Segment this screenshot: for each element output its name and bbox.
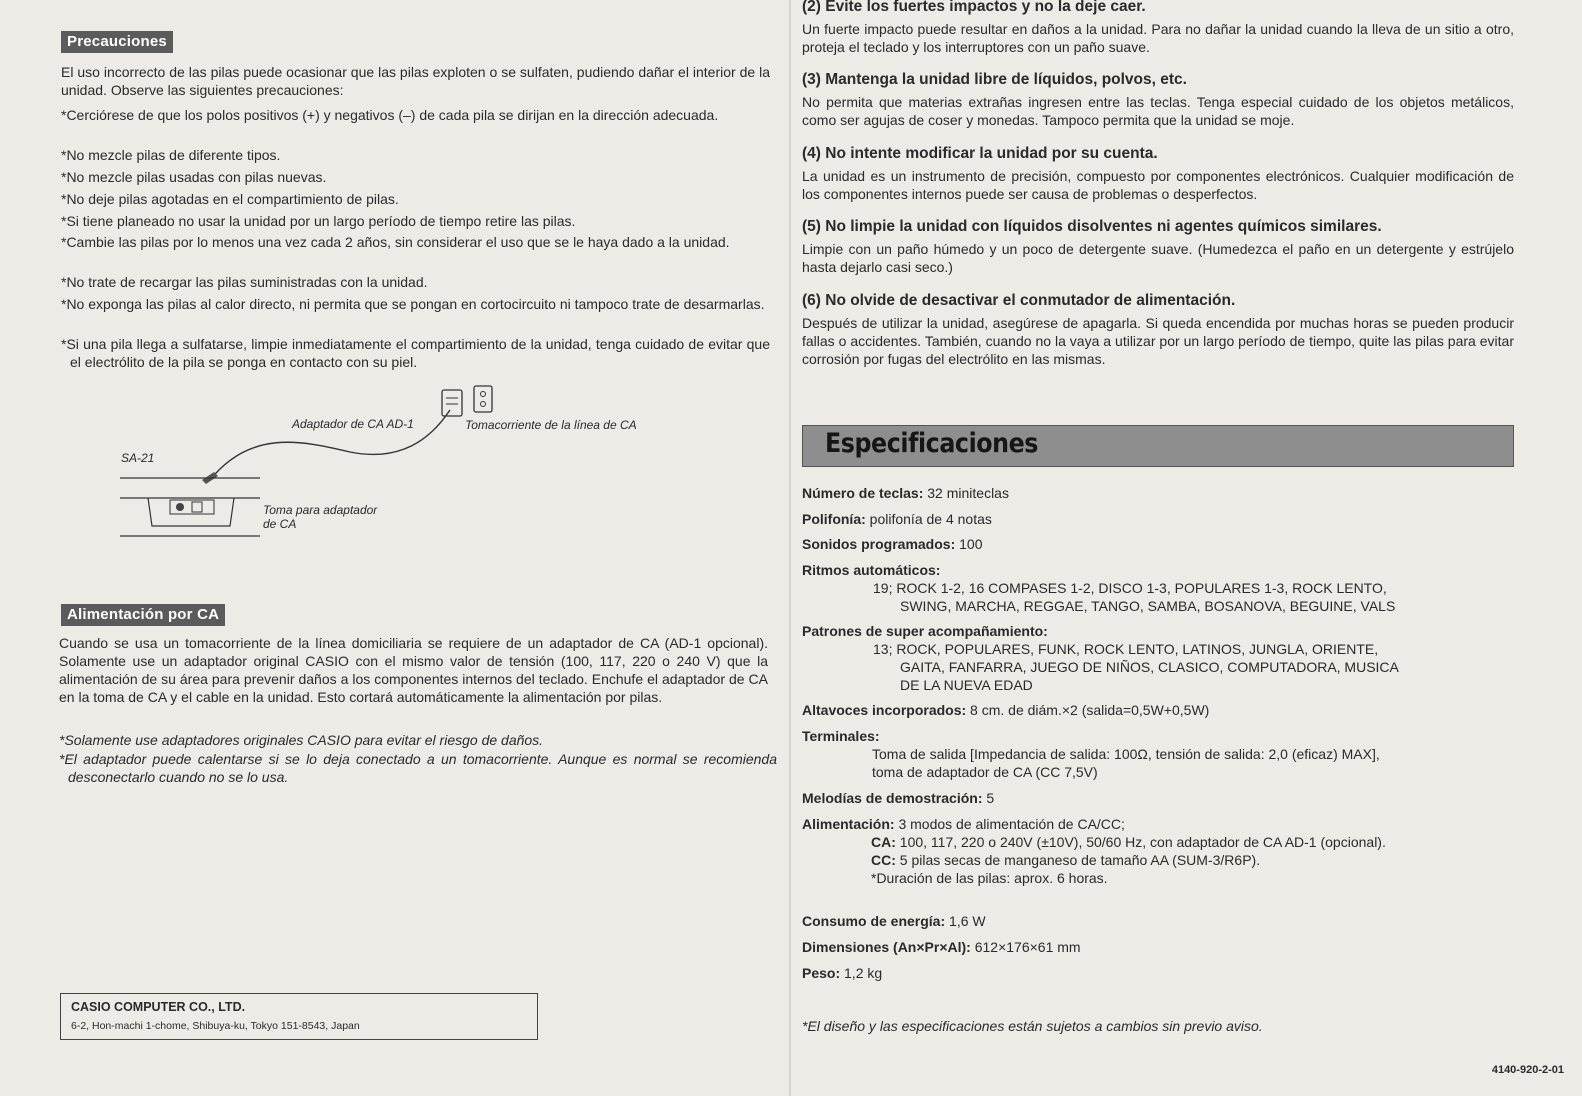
precaucion-item: *Cambie las pilas por lo menos una vez cada 2 años, sin considerar el uso que se le haya dado a la unidad.	[61, 234, 730, 250]
spec-ca: CA: 100, 117, 220 o 240V (±10V), 50/60 Hz, con adaptador de CA AD-1 (opcional).	[871, 834, 1386, 850]
spec-ritmos-line: SWING, MARCHA, REGGAE, TANGO, SAMBA, BOSANOVA, BEGUINE, VALS	[900, 598, 1396, 614]
section-body: Un fuerte impacto puede resultar en daños a la unidad. Para no dañar la unidad cuando la lleva de un sitio a otro, proteja el teclado y los interruptores con un paño suave.	[802, 21, 1514, 55]
document-number: 4140-920-2-01	[1491, 1064, 1564, 1076]
spec-patrones-line: DE LA NUEVA EDAD	[900, 677, 1033, 693]
label-jack: Toma para adaptador de CA	[263, 503, 378, 531]
precaucion-item: *No deje pilas agotadas en el compartimiento de pilas.	[61, 191, 399, 207]
specs-header-box	[802, 425, 1514, 467]
precaucion-item: *No trate de recargar las pilas suministradas con la unidad.	[61, 274, 428, 290]
spec-peso: Peso: 1,2 kg	[802, 965, 883, 981]
section-body: Limpie con un paño húmedo y un poco de detergente suave. (Humedezca el paño en un detergente y estrújelo hasta dejarlo casi seco.)	[802, 241, 1514, 275]
spec-alimentacion: Alimentación: 3 modos de alimentación de CA/CC;	[802, 816, 1125, 832]
spec-melodias: Melodías de demostración: 5	[802, 790, 995, 806]
spec-cc: CC: 5 pilas secas de manganeso de tamaño AA (SUM-3/R6P).	[871, 852, 1261, 868]
specs-title: Especificaciones	[825, 428, 1039, 459]
precaucion-item: *No mezcle pilas de diferente tipos.	[61, 147, 281, 163]
section-title: (5) No limpie la unidad con líquidos disolventes ni agentes químicos similares.	[802, 218, 1382, 235]
spec-dimensiones: Dimensiones (An×Pr×Al): 612×176×61 mm	[802, 939, 1081, 955]
spec-duracion: *Duración de las pilas: aprox. 6 horas.	[871, 870, 1108, 886]
section-title: (2) Evite los fuertes impactos y no la deje caer.	[802, 0, 1146, 15]
precaucion-item: *Si una pila llega a sulfatarse, limpie inmediatamente el compartimiento de la unidad, tenga cuidado de evitar que el electrólito de la pila se ponga en contacto con su piel.	[61, 336, 770, 370]
outlet-icon	[474, 386, 492, 412]
label-adapter: Adaptador de CA AD-1	[292, 417, 414, 431]
spec-polifonia: Polifonía: polifonía de 4 notas	[802, 511, 992, 527]
section-title: (4) No intente modificar la unidad por su cuenta.	[802, 145, 1158, 162]
precauciones-intro: El uso incorrecto de las pilas puede ocasionar que las pilas exploten o se sulfaten, pudiendo dañar el interior de la unidad. Observe las siguientes precauciones:	[61, 64, 770, 98]
spec-patrones-line: GAITA, FANFARRA, JUEGO DE NIÑOS, CLASICO, COMPUTADORA, MUSICA	[900, 659, 1399, 675]
section-title: (6) No olvide de desactivar el conmutador de alimentación.	[802, 292, 1236, 309]
keyboard-edge-icon	[120, 478, 260, 536]
spec-terminales-line: Toma de salida [Impedancia de salida: 100Ω, tensión de salida: 2,0 (eficaz) MAX],	[872, 746, 1380, 762]
spec-terminales-label: Terminales:	[802, 728, 880, 744]
precauciones-header: Precauciones	[61, 31, 173, 53]
alimentacion-header: Alimentación por CA	[61, 604, 225, 626]
company-address: 6-2, Hon-machi 1-chome, Shibuya-ku, Tokyo 151-8543, Japan	[71, 1020, 360, 1032]
left-page	[0, 0, 790, 1096]
alimentacion-note: *El adaptador puede calentarse si se lo deja conectado a un tomacorriente. Aunque es normal se recomienda desconectarlo cuando no se lo usa.	[59, 751, 777, 785]
section-body: No permita que materias extrañas ingresen entre las teclas. Tenga especial cuidado de los objetos metálicos, como ser agujas de coser y monedas. Tampoco permita que la unidad se moje.	[802, 94, 1514, 128]
spec-teclas: Número de teclas: 32 miniteclas	[802, 485, 1009, 501]
right-page	[790, 0, 1582, 1096]
spec-altavoces: Altavoces incorporados: 8 cm. de diám.×2 (salida=0,5W+0,5W)	[802, 702, 1210, 718]
section-body: La unidad es un instrumento de precisión, compuesto por componentes electrónicos. Cualquier modificación de los componentes internos puede ser causa de problemas o desperfectos.	[802, 168, 1514, 202]
precaucion-item: *Cerciórese de que los polos positivos (+) y negativos (–) de cada pila se dirijan en la dirección adecuada.	[61, 107, 719, 123]
spec-ritmos-label: Ritmos automáticos:	[802, 562, 941, 578]
company-box	[60, 993, 538, 1040]
label-model: SA-21	[121, 451, 155, 465]
alimentacion-note: *Solamente use adaptadores originales CASIO para evitar el riesgo de daños.	[59, 732, 544, 748]
spec-patrones-label: Patrones de super acompañamiento:	[802, 623, 1048, 639]
spec-patrones-line: 13; ROCK, POPULARES, FUNK, ROCK LENTO, LATINOS, JUNGLA, ORIENTE,	[873, 641, 1379, 657]
alimentacion-body: Cuando se usa un tomacorriente de la línea domiciliaria se requiere de un adaptador de CA (AD-1 opcional). Solamente use un adaptador original CASIO con el mismo valor de tensión (100, 117, 220 o 240 V) que la alimentación de su área para prevenir daños a los componentes internos del teclado. Enchufe el adaptador de CA en la toma de CA y el cable en la unidad. Esto cortará automáticamente la alimentación por pilas.	[59, 635, 768, 705]
section-title: (3) Mantenga la unidad libre de líquidos, polvos, etc.	[802, 71, 1187, 88]
adapter-icon	[442, 390, 462, 416]
company-name: CASIO COMPUTER CO., LTD.	[71, 1000, 246, 1014]
spec-sonidos: Sonidos programados: 100	[802, 536, 983, 552]
spec-terminales-line: toma de adaptador de CA (CC 7,5V)	[872, 764, 1098, 780]
spec-footnote: *El diseño y las especificaciones están sujetos a cambios sin previo aviso.	[802, 1018, 1263, 1034]
precaucion-item: *No exponga las pilas al calor directo, ni permita que se pongan en cortocircuito ni tampoco trate de desarmarlas.	[61, 296, 765, 312]
spec-ritmos-line: 19; ROCK 1-2, 16 COMPASES 1-2, DISCO 1-3, POPULARES 1-3, ROCK LENTO,	[873, 580, 1387, 596]
precaucion-item: *Si tiene planeado no usar la unidad por un largo período de tiempo retire las pilas.	[61, 213, 576, 229]
spec-consumo: Consumo de energía: 1,6 W	[802, 913, 986, 929]
precaucion-item: *No mezcle pilas usadas con pilas nuevas.	[61, 169, 327, 185]
section-body: Después de utilizar la unidad, asegúrese de apagarla. Si queda encendida por muchas horas se pueden producir fallas o accidentes. También, cuando no la vaya a utilizar por un largo período de tiempo, quite las pilas para evitar corrosión por fugas del electrólito en las mismas.	[802, 315, 1514, 367]
label-outlet: Tomacorriente de la línea de CA	[465, 418, 637, 432]
